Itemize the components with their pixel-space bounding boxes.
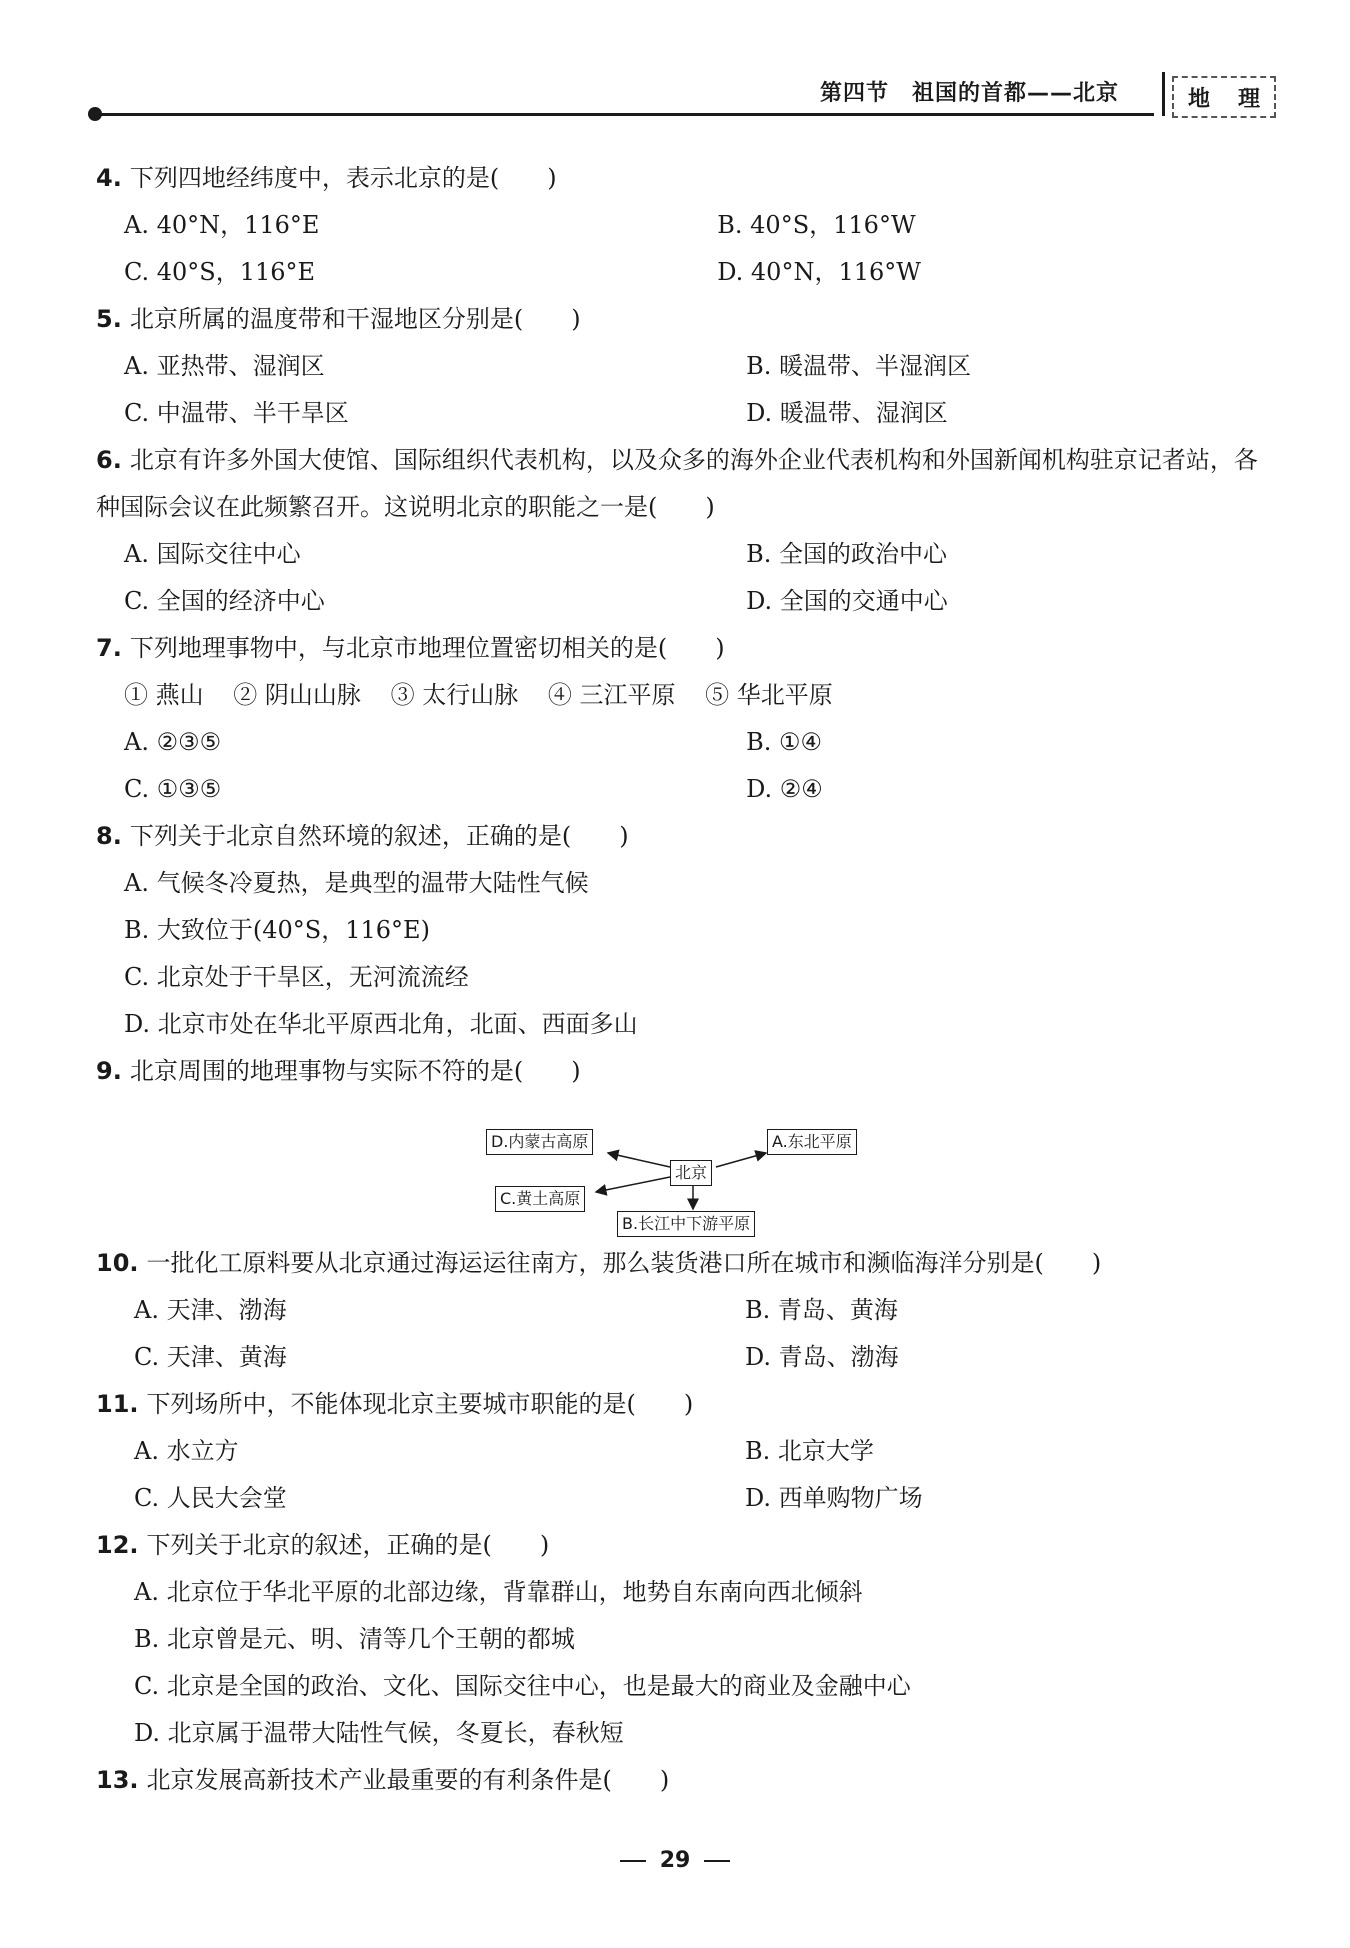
question-stem: 12. 下列关于北京的叙述，正确的是( )	[96, 1531, 550, 1559]
subject-char: 地	[1187, 86, 1210, 112]
box-center: 北京	[670, 1160, 712, 1186]
arrow-to-a	[716, 1153, 766, 1167]
option-group	[96, 1287, 1276, 1381]
box-a: A.东北平原	[767, 1129, 857, 1155]
option[interactable]: B. 全国的政治中心	[746, 540, 947, 568]
box-d: D.内蒙古高原	[486, 1129, 593, 1155]
item: ③ 太行山脉	[390, 681, 519, 709]
option[interactable]: C. 全国的经济中心	[124, 587, 325, 615]
question-stem: 9. 北京周围的地理事物与实际不符的是( )	[96, 1057, 581, 1085]
option[interactable]: B. ①④	[746, 728, 823, 756]
option[interactable]: C. 40°S，116°E	[124, 258, 316, 286]
option[interactable]: B. 40°S，116°W	[717, 211, 916, 239]
option[interactable]: D. 40°N，116°W	[717, 258, 921, 286]
page-number: 29	[0, 1848, 1350, 1873]
subject-char: 理	[1237, 86, 1260, 112]
page-dash	[620, 1860, 646, 1862]
subject-badge	[1172, 76, 1276, 118]
option-group	[96, 1428, 1276, 1522]
option[interactable]: B. 北京大学	[744, 1437, 874, 1465]
option[interactable]: A. 国际交往中心	[124, 540, 301, 568]
option-group	[96, 202, 1276, 296]
option-group	[96, 719, 1276, 813]
option[interactable]: A. 气候冬冷夏热，是典型的温带大陆性气候	[124, 869, 589, 897]
option[interactable]: C. 北京是全国的政治、文化、国际交往中心，也是最大的商业及金融中心	[134, 1672, 911, 1700]
option[interactable]: D. 北京属于温带大陆性气候，冬夏长，春秋短	[134, 1719, 624, 1747]
question-stem: 7. 下列地理事物中，与北京市地理位置密切相关的是( )	[96, 634, 725, 662]
option[interactable]: A. ②③⑤	[124, 728, 222, 756]
box-c: C.黄土高原	[495, 1186, 585, 1212]
section-title: 第四节 祖国的首都——北京	[820, 81, 1120, 106]
item: ① 燕山	[124, 681, 204, 709]
option[interactable]: B. 暖温带、半湿润区	[746, 352, 971, 380]
option[interactable]: B. 北京曾是元、明、清等几个王朝的都城	[134, 1625, 575, 1653]
question-stem: 6. 北京有许多外国大使馆、国际组织代表机构，以及众多的海外企业代表机构和外国新闻机构驻京记者站，各种国际会议在此频繁召开。这说明北京的职能之一是( )	[96, 446, 1258, 521]
option[interactable]: D. 暖温带、湿润区	[746, 399, 948, 427]
option[interactable]: C. ①③⑤	[124, 775, 222, 803]
question-list	[96, 155, 1276, 1804]
header-rule	[96, 113, 1154, 116]
option[interactable]: A. 亚热带、湿润区	[124, 352, 325, 380]
option[interactable]: D. 全国的交通中心	[746, 587, 948, 615]
location-diagram	[96, 1095, 1276, 1240]
option-group	[96, 1569, 1276, 1757]
header-separator	[1162, 72, 1165, 116]
option[interactable]: A. 天津、渤海	[134, 1296, 287, 1324]
question-stem: 10. 一批化工原料要从北京通过海运运往南方，那么装货港口所在城市和濒临海洋分别是( )	[96, 1249, 1102, 1277]
option[interactable]: B. 大致位于(40°S，116°E)	[124, 916, 430, 944]
option[interactable]: A. 水立方	[134, 1437, 239, 1465]
option[interactable]: C. 天津、黄海	[134, 1343, 287, 1371]
item: ⑤ 华北平原	[705, 681, 833, 709]
option[interactable]: D. 北京市处在华北平原西北角，北面、西面多山	[124, 1010, 638, 1038]
option[interactable]: A. 40°N，116°E	[124, 211, 320, 239]
item: ④ 三江平原	[547, 681, 676, 709]
question-stem: 4. 下列四地经纬度中，表示北京的是( )	[96, 164, 557, 192]
option[interactable]: C. 人民大会堂	[134, 1484, 287, 1512]
option-group	[96, 343, 1276, 437]
page-dash	[704, 1860, 730, 1862]
question-stem: 11. 下列场所中，不能体现北京主要城市职能的是( )	[96, 1390, 694, 1418]
option[interactable]: A. 北京位于华北平原的北部边缘，背靠群山，地势自东南向西北倾斜	[134, 1578, 863, 1606]
option-group	[96, 531, 1276, 625]
option[interactable]: D. 西单购物广场	[744, 1484, 923, 1512]
option[interactable]: C. 中温带、半干旱区	[124, 399, 349, 427]
box-b: B.长江中下游平原	[617, 1211, 755, 1237]
question-stem: 8. 下列关于北京自然环境的叙述，正确的是( )	[96, 822, 629, 850]
option[interactable]: D. ②④	[746, 775, 823, 803]
question-stem: 5. 北京所属的温度带和干湿地区分别是( )	[96, 305, 581, 333]
option-group	[96, 860, 1276, 1048]
question-stem: 13. 北京发展高新技术产业最重要的有利条件是( )	[96, 1766, 670, 1794]
option[interactable]: B. 青岛、黄海	[744, 1296, 898, 1324]
item-list	[96, 672, 1276, 719]
arrow-to-c	[596, 1177, 670, 1192]
option[interactable]: C. 北京处于干旱区，无河流流经	[124, 963, 469, 991]
arrow-to-d	[608, 1153, 670, 1167]
item: ② 阴山山脉	[233, 681, 361, 709]
option[interactable]: D. 青岛、渤海	[744, 1343, 899, 1371]
